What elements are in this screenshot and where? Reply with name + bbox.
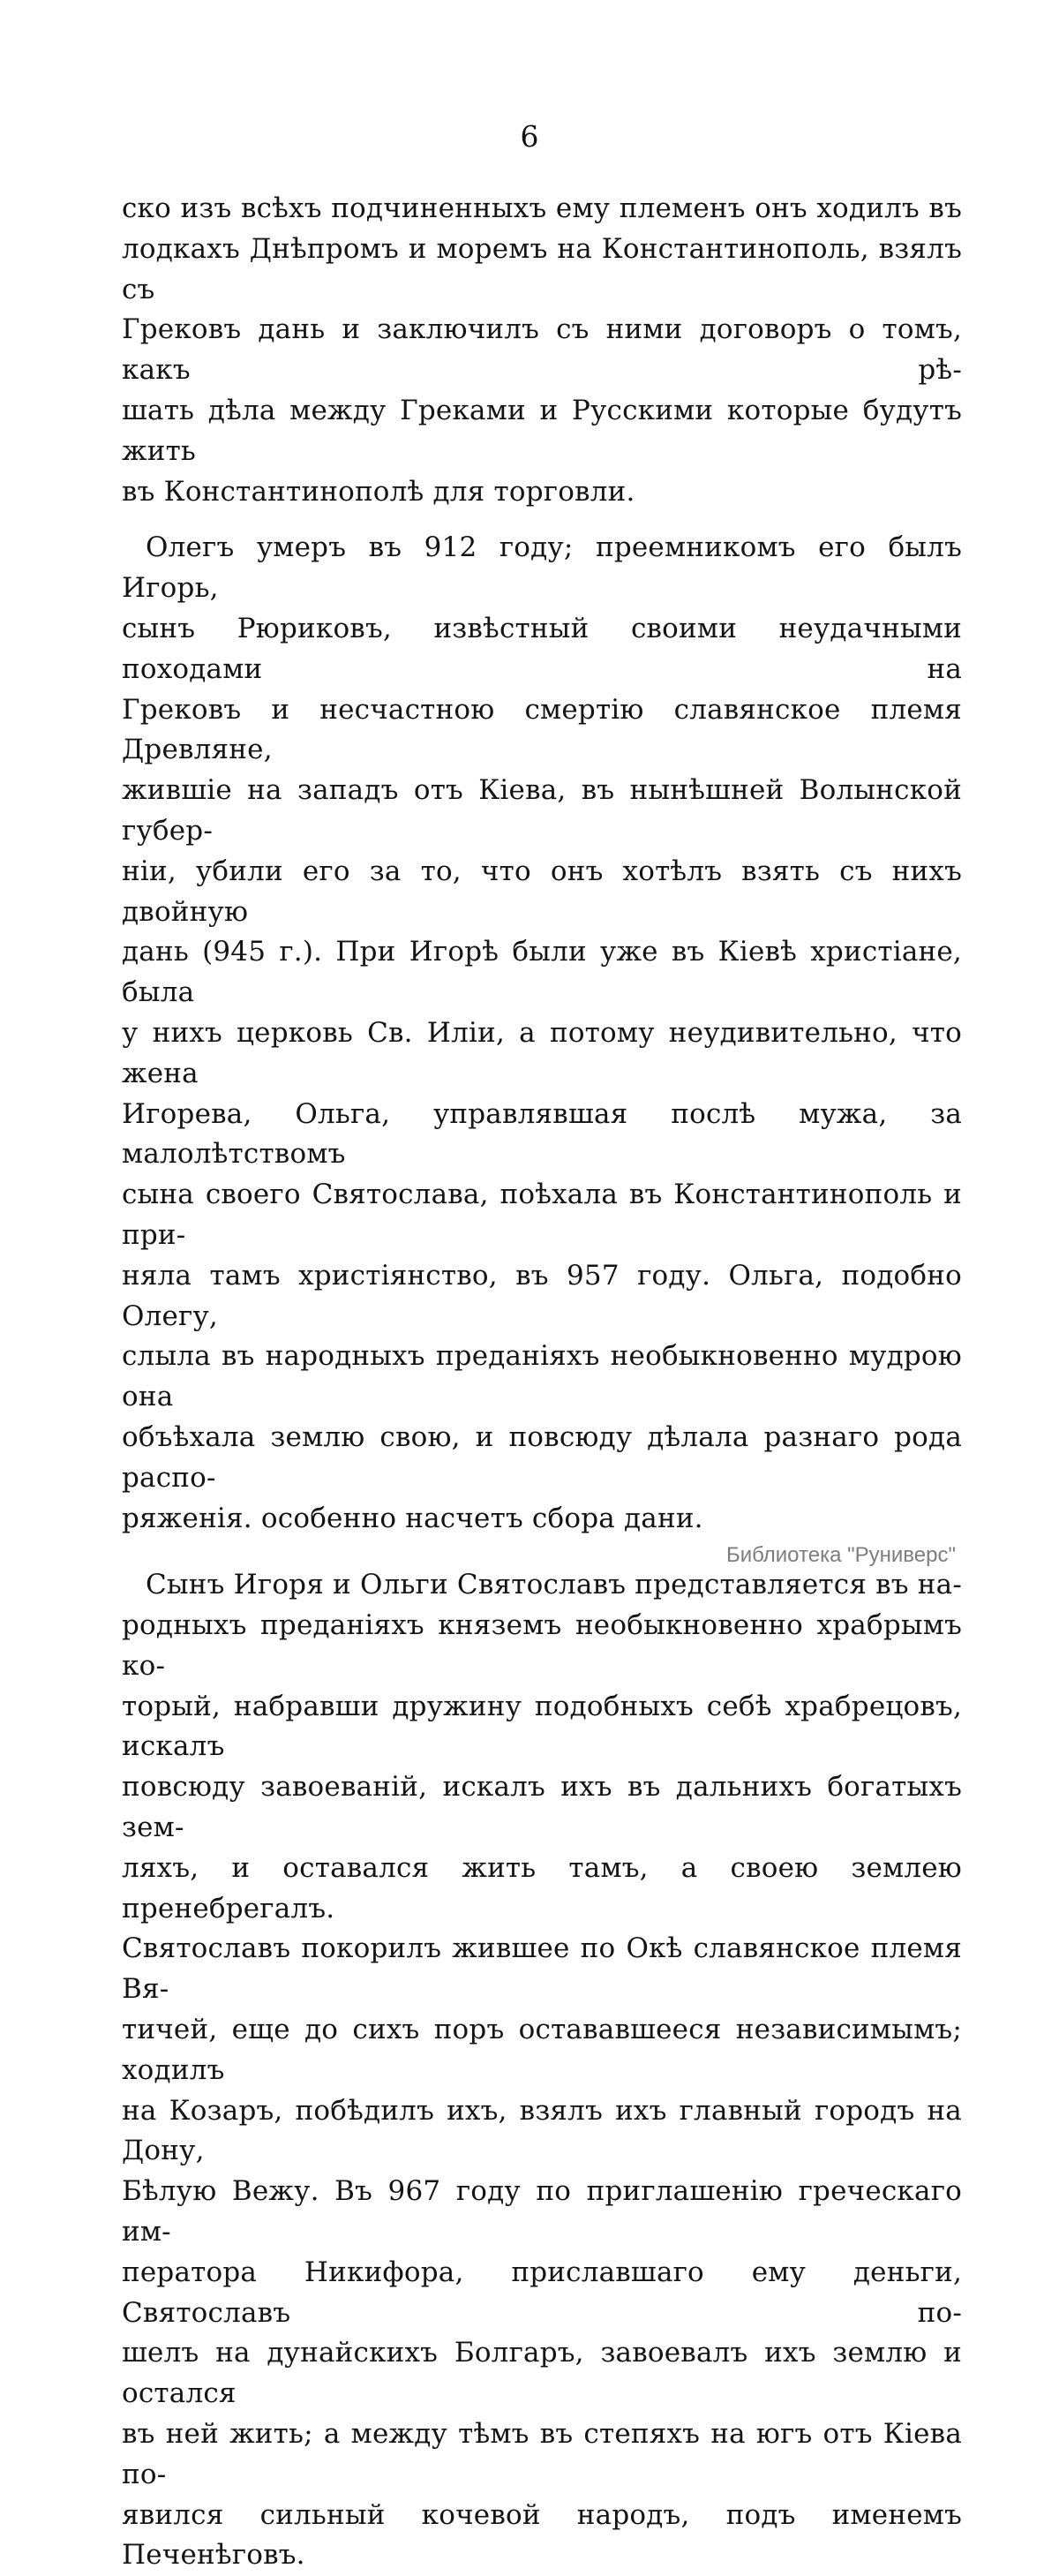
text-line: тичей, еще до сихъ поръ остававшееся независимымъ; ходилъ (122, 2014, 962, 2086)
text-line: Сынъ Игоря и Ольги Святославъ представляется въ на- (146, 1569, 962, 1601)
text-line: ряженія. особенно насчетъ сбора дани. (122, 1502, 703, 1534)
text-line: ніи, убили его за то, что онъ хотѣлъ взять съ нихъ двойную (122, 855, 962, 928)
text-line: слыла въ народныхъ преданіяхъ необыкновенно мудрою она (122, 1340, 962, 1413)
text-line: шелъ на дунайскихъ Болгаръ, завоевалъ ихъ землю и остался (122, 2337, 962, 2410)
text-column (122, 189, 962, 2576)
text-line: няла тамъ христіянство, въ 957 году. Ольга, подобно Олегу, (122, 1259, 962, 1332)
library-watermark: Библиотека "Руниверс" (725, 1543, 956, 1567)
text-line: ператора Никифора, приславшаго ему деньги, Святославъ по- (122, 2256, 962, 2329)
text-line: родныхъ преданіяхъ княземъ необыкновенно храбрымъ ко- (122, 1609, 962, 1682)
text-line: торый, набравши дружину подобныхъ себѣ храбрецовъ, искалъ (122, 1690, 962, 1763)
text-line: въ ней жить; а между тѣмъ въ степяхъ на югъ отъ Кіева по- (122, 2418, 962, 2490)
text-line: Грековъ дань и заключилъ съ ними договоръ о томъ, какъ рѣ- (122, 313, 962, 387)
text-line: на Козаръ, побѣдилъ ихъ, взялъ ихъ главный городъ на Дону, (122, 2094, 962, 2167)
text-line: сына своего Святослава, поѣхала въ Константинополь и при- (122, 1179, 962, 1251)
paragraph-3 (122, 1565, 962, 2576)
text-line: у нихъ церковь Св. Иліи, а потому неудивительно, что жена (122, 1016, 962, 1089)
paragraph-2 (122, 528, 962, 1539)
text-line: шать дѣла между Греками и Русскими которые будутъ жить (122, 394, 962, 467)
text-line: ляхъ, и оставался жить тамъ, а своею землею пренебрегалъ. (122, 1851, 962, 1924)
text-line: лодкахъ Днѣпромъ и моремъ на Константинополь, взялъ съ (122, 232, 962, 305)
text-line: дань (945 г.). При Игорѣ были уже въ Кіевѣ христіане, была (122, 936, 962, 1009)
text-line: повсюду завоеваній, искалъ ихъ въ дальнихъ богатыхъ зем- (122, 1771, 962, 1844)
text-line: явился сильный кочевой народъ, подъ именемъ Печенѣговъ. (122, 2498, 962, 2572)
text-line: сынъ Рюриковъ, извѣстный своими неудачными походами на (122, 612, 962, 685)
paragraph-1 (122, 189, 962, 512)
text-line: Святославъ покорилъ жившее по Окѣ славянское племя Вя- (122, 1932, 962, 2006)
text-line: ско изъ всѣхъ подчиненныхъ ему племенъ онъ ходилъ въ (122, 192, 962, 224)
text-line: Бѣлую Вежу. Въ 967 году по приглашенію греческаго им- (122, 2175, 962, 2248)
text-line: Олегъ умеръ въ 912 году; преемникомъ его былъ Игорь, (122, 531, 962, 605)
text-line: жившіе на западъ отъ Кіева, въ нынѣшней Волынской губер- (122, 774, 962, 847)
text-line: объѣхала землю свою, и повсюду дѣлала разнаго рода распо- (122, 1420, 962, 1494)
text-line: въ Константинополѣ для торговли. (122, 475, 635, 508)
text-line: Грековъ и несчастною смертію славянское племя Древляне, (122, 693, 962, 766)
page-number: 6 (520, 119, 539, 154)
text-line: Игорева, Ольга, управлявшая послѣ мужа, за малолѣтствомъ (122, 1097, 962, 1171)
